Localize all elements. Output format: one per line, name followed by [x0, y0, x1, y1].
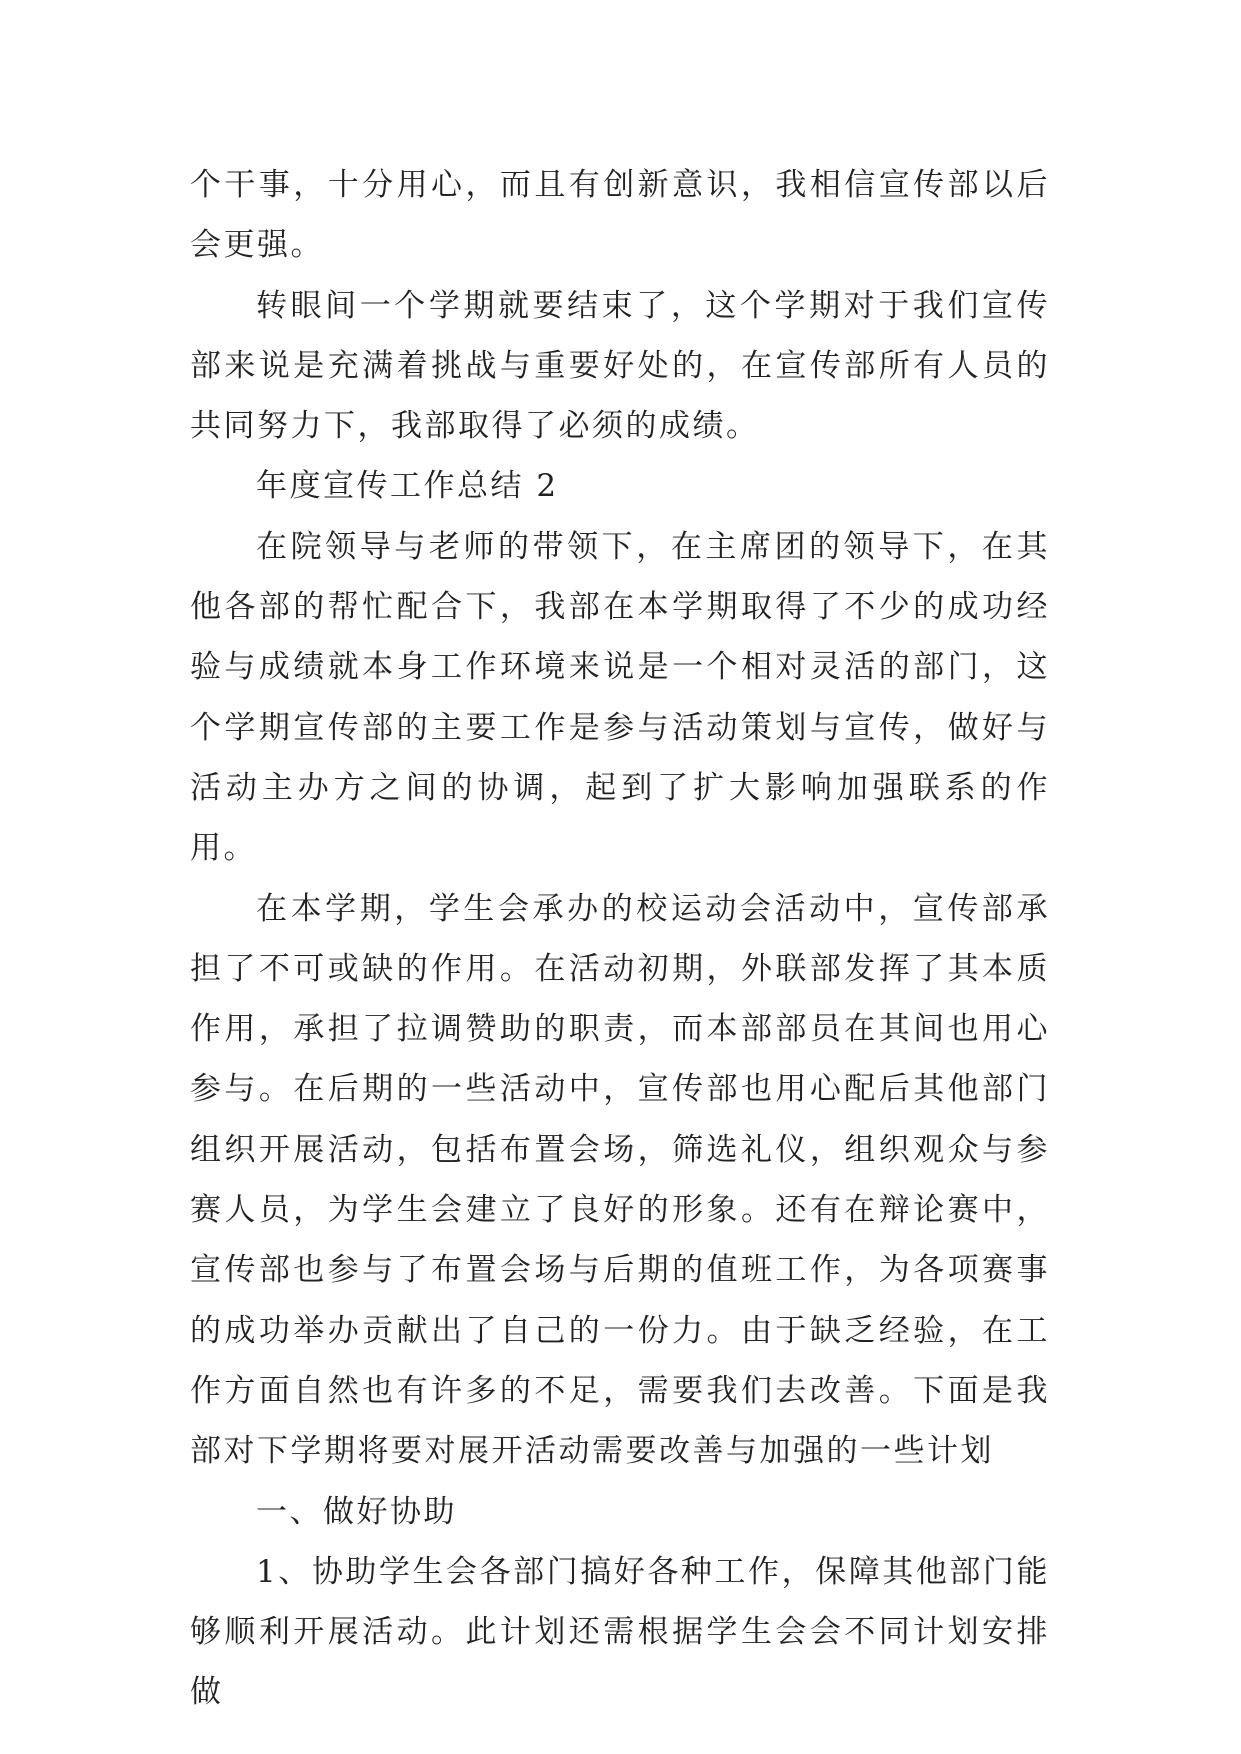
paragraph-semester-ending: 转眼间一个学期就要结束了，这个学期对于我们宣传部来说是充满着挑战与重要好处的，在宣传部所有人员的共同努力下，我部取得了必须的成绩。 [190, 287, 1050, 445]
section-heading-assist: 一、做好协助 [256, 1493, 457, 1530]
section-title-summary-2: 年度宣传工作总结 2 [256, 468, 559, 505]
paragraph-leadership: 在院领导与老师的带领下，在主席团的领导下，在其他各部的帮忙配合下，我部在本学期取得了不少的成功经验与成绩就本身工作环境来说是一个相对灵活的部门，这个学期宣传部的主要工作是参与活动策划与宣传，做好与活动主办方之间的协调，起到了扩大影响加强联系的作用。 [190, 528, 1050, 867]
paragraph-sports-meet: 在本学期，学生会承办的校运动会活动中，宣传部承担了不可或缺的作用。在活动初期，外联部发挥了其本质作用，承担了拉调赞助的职责，而本部部员在其间也用心参与。在后期的一些活动中，宣传部也用心配后其他部门组织开展活动，包括布置会场，筛选礼仪，组织观众与参赛人员，为学生会建立了良好的形象。还有在辩论赛中，宣传部也参与了布置会场与后期的值班工作，为各项赛事的成功举办贡献出了自己的一份力。由于缺乏经验，在工作方面自然也有许多的不足，需要我们去改善。下面是我部对下学期将要对展开活动需要改善与加强的一些计划 [190, 890, 1050, 1470]
document-body [190, 155, 1050, 1723]
paragraph-continuation: 个干事，十分用心，而且有创新意识，我相信宣传部以后会更强。 [190, 167, 1050, 264]
list-item-1: 1、协助学生会各部门搞好各种工作，保障其他部门能够顺利开展活动。此计划还需根据学生会会不同计划安排做 [190, 1553, 1050, 1711]
